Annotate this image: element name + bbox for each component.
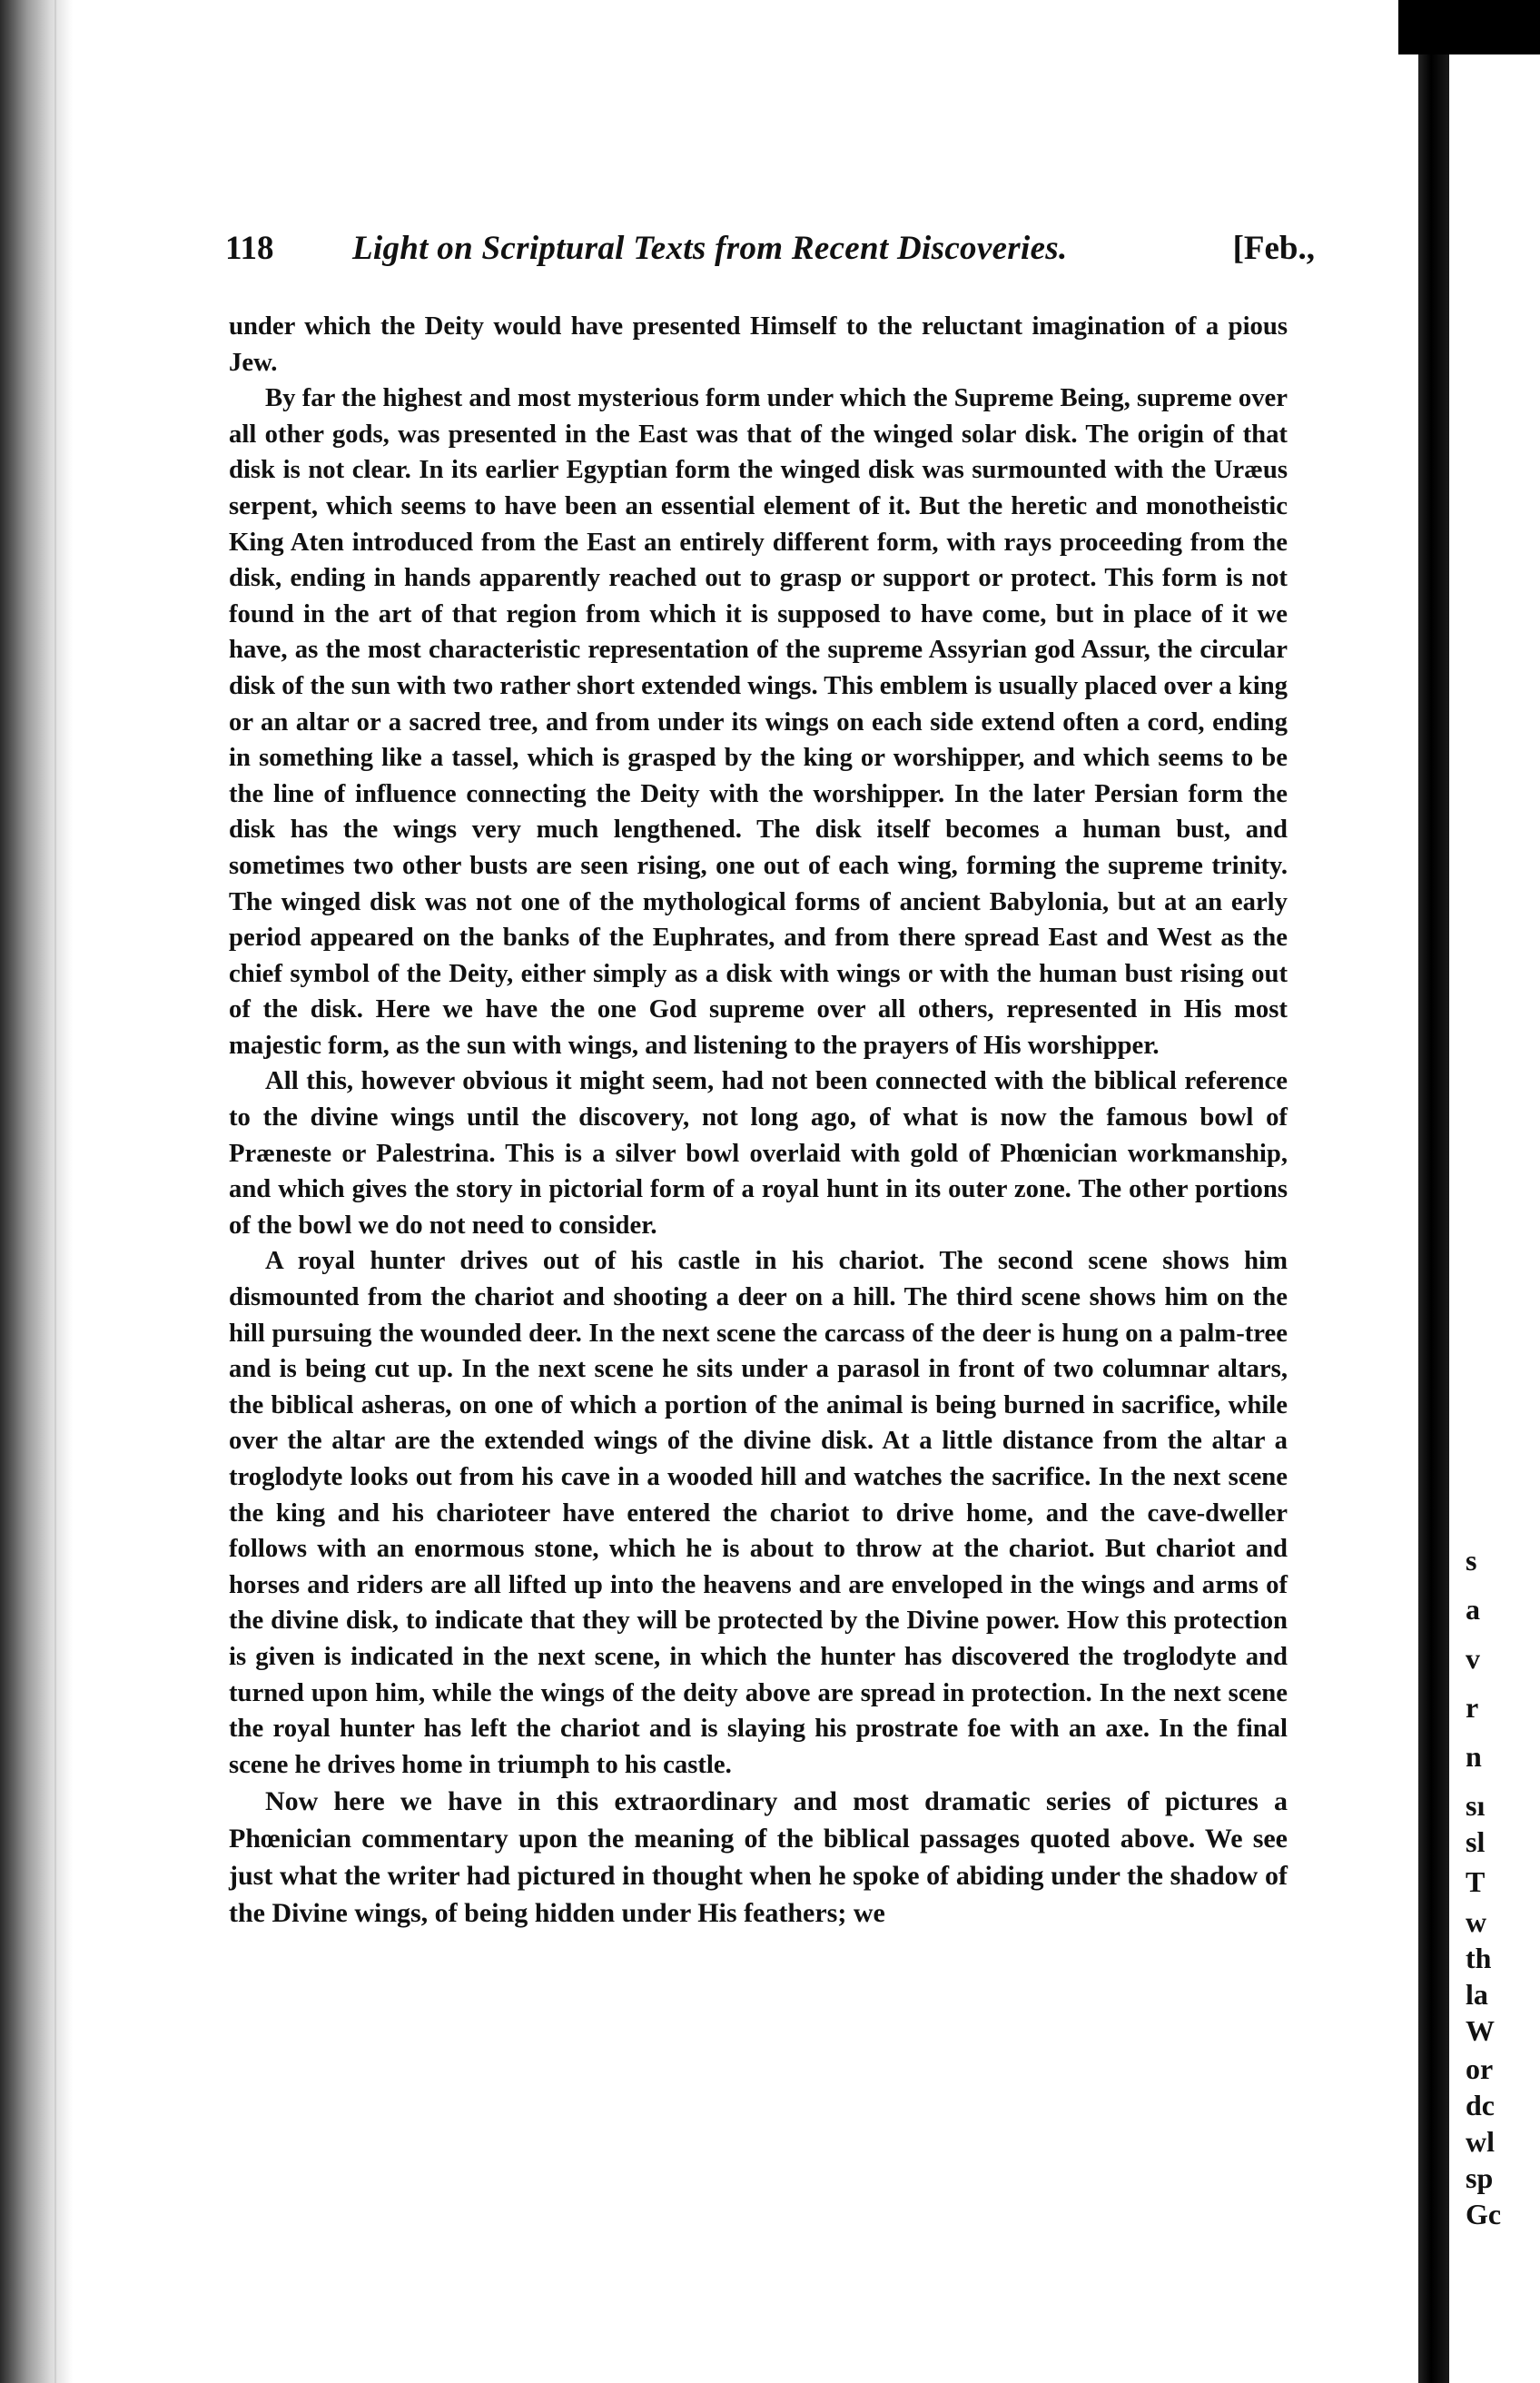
facing-page-fragments — [1449, 1544, 1540, 2383]
scan-corner — [1398, 0, 1540, 54]
paragraph-palestrina-bowl: All this, however obvious it might seem, had not been connected with the biblical reference to the divine wings until the discovery, not long ago, of what is now the famous bowl of Præneste or Palestrina. This is a silver bowl overlaid with gold of Phœnician workmanship, and which gives the story in pictorial form of a royal hunt in its outer zone. The other portions of the bowl we do not need to consider. — [229, 1066, 1288, 1240]
running-head-month: [Feb., — [1232, 230, 1315, 267]
running-head — [225, 229, 1315, 283]
facing-fragment: v — [1466, 1642, 1480, 1675]
facing-fragment: s — [1466, 1544, 1477, 1577]
facing-fragment: wl — [1466, 2125, 1495, 2158]
facing-fragment: sı — [1466, 1789, 1486, 1822]
running-title: Light on Scriptural Texts from Recent Discoveries. — [352, 230, 1068, 267]
paragraph-phoenician-commentary: Now here we have in this extraordinary and most dramatic series of pictures a Phœnician commentary upon the meaning of the biblical passages quoted above. We see just what the writer had pictured in thought when he spoke of abiding under the shadow of the Divine wings, of being hidden under His feathers; we — [229, 1786, 1288, 1929]
facing-fragment: a — [1466, 1593, 1480, 1626]
facing-fragment: la — [1466, 1978, 1488, 2011]
paragraph-royal-hunt: A royal hunter drives out of his castle in his chariot. The second scene shows him dismounted from the chariot and shooting a deer on a hill. The third scene shows him on the hill pursuing the wounded deer. In the next scene the carcass of the deer is hung on a palm-tree and is being cut up. In the next scene he sits under a parasol in front of two columnar altars, the biblical asheras, on one of which a portion of the animal is being burned in sacrifice, while over the altar are the extended wings of the divine disk. At a little distance from the altar a troglodyte looks out from his cave in a wooded hill and watches the sacrifice. In the next scene the king and his charioteer have entered the chariot to drive home, and the cave-dweller follows with an enormous stone, which he is about to throw at the chariot. But chariot and horses and riders are all lifted up into the heavens and are enveloped in the wings and arms of the divine disk, to indicate that they will be protected by the Divine power. How this protection is given is indicated in the next scene, in which the hunter has discovered the troglodyte and turned upon him, while the wings of the deity above are spread in protection. In the next scene the royal hunter has left the chariot and is slaying his prostrate foe with an axe. In the final scene he drives home in triumph to his castle. — [229, 1246, 1288, 1779]
facing-page-edge — [1418, 54, 1540, 2383]
facing-fragment: sp — [1466, 2161, 1494, 2194]
facing-fragment: sl — [1466, 1825, 1486, 1858]
facing-fragment: th — [1466, 1942, 1492, 1974]
facing-fragment: n — [1466, 1740, 1482, 1773]
body-text — [229, 309, 1288, 1932]
facing-fragment: w — [1466, 1905, 1487, 1938]
facing-fragment: r — [1466, 1691, 1479, 1724]
facing-fragment: W — [1466, 2014, 1495, 2047]
facing-fragment: T — [1466, 1865, 1486, 1898]
facing-fragment: Gc — [1466, 2198, 1502, 2230]
page-number: 118 — [225, 230, 274, 267]
page-edge-shadow — [1418, 54, 1449, 2383]
book-gutter — [0, 0, 73, 2383]
facing-fragment: dc — [1466, 2089, 1495, 2121]
paragraph-continuation: under which the Deity would have presented Himself to the reluctant imagination of a pious Jew. — [229, 311, 1288, 377]
facing-fragment: or — [1466, 2052, 1494, 2085]
gutter-rule — [54, 0, 56, 2383]
paragraph-winged-disk: By far the highest and most mysterious form under which the Supreme Being, supreme over all other gods, was presented in the East was that of the winged solar disk. The origin of that disk is not clear. In its earlier Egyptian form the winged disk was surmounted with the Uræus serpent, which seems to have been an essential element of it. But the heretic and monotheistic King Aten introduced from the East an entirely different form, with rays proceeding from the disk, ending in hands apparently reached out to grasp or support or protect. This form is not found in the art of that region from which it is supposed to have come, but in place of it we have, as the most characteristic representation of the supreme Assyrian god Assur, the circular disk of the sun with two rather short extended wings. This emblem is usually placed over a king or an altar or a sacred tree, and from under its wings on each side extend often a cord, ending in something like a tassel, which is grasped by the king or worshipper, and which seems to be the line of influence connecting the Deity with the worshipper. In the later Persian form the disk has the wings very much lengthened. The disk itself becomes a human bust, and sometimes two other busts are seen rising, one out of each wing, forming the supreme trinity. The winged disk was not one of the mythological forms of ancient Babylonia, but at an early period appeared on the banks of the Euphrates, and from there spread East and West as the chief symbol of the Deity, either simply as a disk with wings or with the human bust rising out of the disk. Here we have the one God supreme over all others, represented in His most majestic form, as the sun with wings, and listening to the prayers of His worshipper. — [229, 383, 1288, 1060]
